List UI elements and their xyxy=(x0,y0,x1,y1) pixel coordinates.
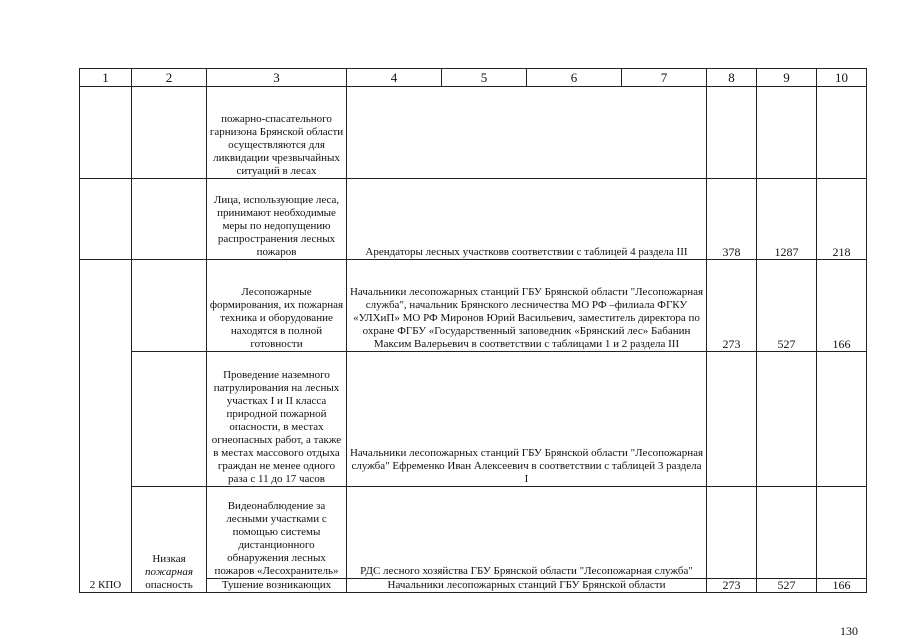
cell-empty xyxy=(80,87,132,179)
cell-empty xyxy=(707,87,757,179)
value-cell-10: 166 xyxy=(817,260,867,352)
cell-empty xyxy=(132,260,207,352)
cell-empty xyxy=(817,87,867,179)
table-row xyxy=(80,87,867,179)
col-header-2: 2 xyxy=(132,69,207,87)
value-cell-9: 527 xyxy=(757,579,817,593)
measure-cell: Тушение возникающих xyxy=(207,579,347,593)
cell-empty xyxy=(707,487,757,579)
responsible-cell: Начальники лесопожарных станций ГБУ Брянской области "Лесопожарная служба", начальник Брянского лесничества МО РФ –филиала ФГКУ «УЛХиП» МО РФ Миронов Юрий Васильевич, заместитель директора по охране ФГБУ «Государственный заповедник «Брянский лес» Бабанин Максим Валерьевич в соответствии с таблицами 1 и 2 раздела III xyxy=(347,260,707,352)
col-header-6: 6 xyxy=(527,69,622,87)
responsible-cell: Начальники лесопожарных станций ГБУ Брянской области "Лесопожарная служба" Ефременко Иван Алексеевич в соответствии с таблицей 3 раздела I xyxy=(347,352,707,487)
measure-cell: Видеонаблюдение за лесными участками с помощью системы дистанционного обнаружения лесных пожаров «Лесохранитель» xyxy=(207,487,347,579)
measure-cell: пожарно-спасательного гарнизона Брянской области осуществляются для ликвидации чрезвычайных ситуаций в лесах xyxy=(207,87,347,179)
responsible-cell: РДС лесного хозяйства ГБУ Брянской области "Лесопожарная служба" xyxy=(347,487,707,579)
measure-cell: Лесопожарные формирования, их пожарная техника и оборудование находятся в полной готовности xyxy=(207,260,347,352)
responsible-cell: Арендаторы лесных участковв соответствии с таблицей 4 раздела III xyxy=(347,179,707,260)
cell-empty xyxy=(757,352,817,487)
header-row xyxy=(80,69,867,87)
danger-level-line-2 xyxy=(134,566,204,579)
value-cell-9: 527 xyxy=(757,260,817,352)
value-cell-8: 273 xyxy=(707,260,757,352)
value-cell-9: 1287 xyxy=(757,179,817,260)
cell-empty xyxy=(817,352,867,487)
fire-danger-level-cell xyxy=(132,487,207,593)
page-number: 130 xyxy=(840,624,858,638)
cell-empty xyxy=(132,352,207,487)
responsible-cell xyxy=(347,87,707,179)
danger-level-line-3: опасность xyxy=(145,579,193,591)
cell-empty xyxy=(132,87,207,179)
col-header-8: 8 xyxy=(707,69,757,87)
value-cell-10: 218 xyxy=(817,179,867,260)
danger-level-line-2-text: пожарная xyxy=(145,566,193,578)
danger-level-line-1: Низкая xyxy=(152,553,186,565)
cell-empty xyxy=(757,487,817,579)
value-cell-8: 378 xyxy=(707,179,757,260)
col-header-7: 7 xyxy=(622,69,707,87)
cell-empty xyxy=(817,487,867,579)
col-header-3: 3 xyxy=(207,69,347,87)
kpo-class-cell: 2 КПО xyxy=(80,260,132,593)
table-row xyxy=(80,352,867,487)
cell-empty xyxy=(80,179,132,260)
table-row xyxy=(80,260,867,352)
table-row xyxy=(80,179,867,260)
value-cell-8: 273 xyxy=(707,579,757,593)
fire-plan-table xyxy=(79,68,867,593)
col-header-1: 1 xyxy=(80,69,132,87)
col-header-9: 9 xyxy=(757,69,817,87)
cell-empty xyxy=(132,179,207,260)
col-header-10: 10 xyxy=(817,69,867,87)
cell-empty xyxy=(757,87,817,179)
value-cell-10: 166 xyxy=(817,579,867,593)
measure-cell: Проведение наземного патрулирования на лесных участках I и II класса природной пожарной опасности, в местах огнеопасных работ, а также в местах массового отдыха граждан не менее одного раза с 11 до 17 часов xyxy=(207,352,347,487)
table-row xyxy=(80,487,867,579)
measure-cell: Лица, использующие леса, принимают необходимые меры по недопущению распространения лесных пожаров xyxy=(207,179,347,260)
responsible-cell: Начальники лесопожарных станций ГБУ Брянской области xyxy=(347,579,707,593)
cell-empty xyxy=(707,352,757,487)
col-header-4: 4 xyxy=(347,69,442,87)
col-header-5: 5 xyxy=(442,69,527,87)
